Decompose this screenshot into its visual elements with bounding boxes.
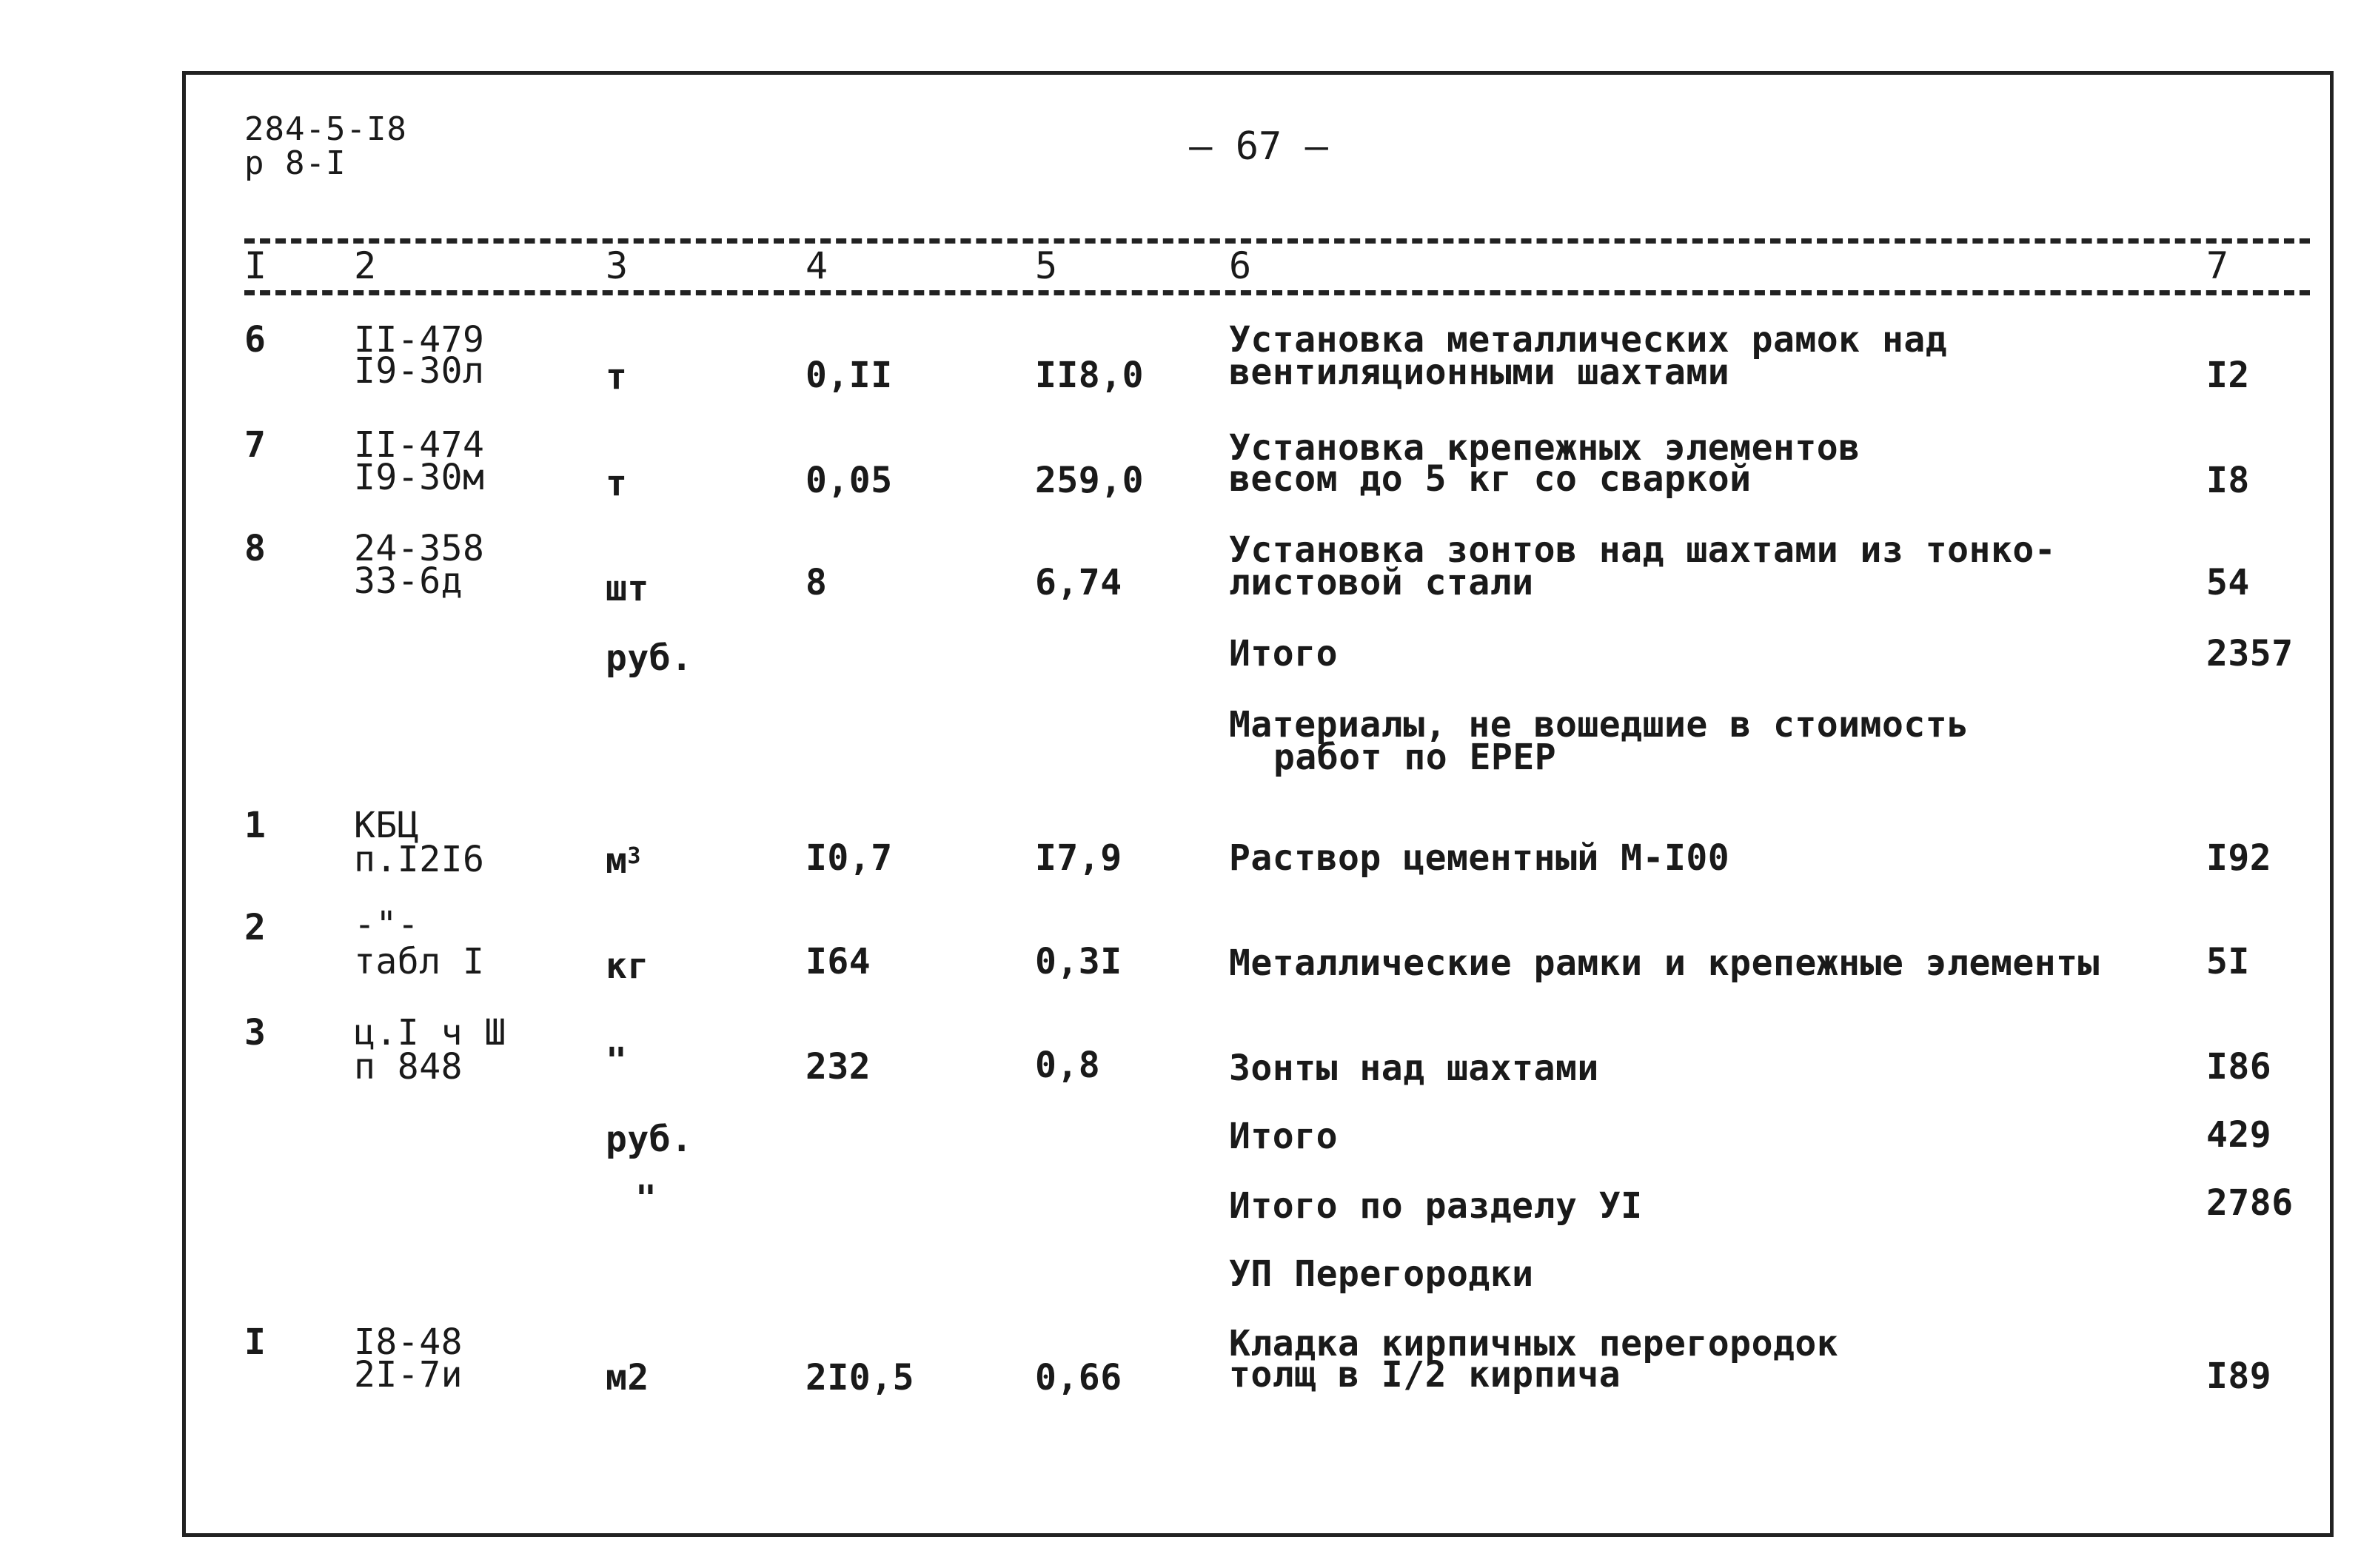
quantity: 232: [805, 1046, 871, 1088]
column-header-3: 3: [606, 244, 629, 287]
unit-price: II8,0: [1035, 355, 1144, 396]
cost: 54: [2206, 562, 2250, 603]
row-index: 2: [244, 907, 267, 948]
cost: 2786: [2206, 1182, 2294, 1224]
norm-reference-line2: I9-30л: [354, 350, 485, 392]
column-header-7: 7: [2206, 244, 2229, 287]
document-code-line1: 284-5-I8: [244, 110, 407, 148]
cost: I86: [2206, 1046, 2272, 1088]
column-header-4: 4: [805, 244, 828, 287]
unit: ": [606, 1040, 628, 1082]
row-index: 8: [244, 528, 267, 569]
unit-price: 6,74: [1035, 562, 1122, 603]
unit-price: I7,9: [1035, 837, 1122, 879]
row-index: 7: [244, 424, 267, 466]
unit: руб.: [606, 1119, 693, 1160]
description-line1: Установка крепежных элементов: [1229, 427, 1860, 469]
unit: шт: [606, 568, 649, 609]
cost: I2: [2206, 355, 2250, 396]
unit: кг: [606, 945, 649, 987]
description-line1: Установка металлических рамок над: [1229, 319, 1948, 361]
norm-reference-line1: ц.I ч Ш: [354, 1012, 506, 1053]
quantity: 0,II: [805, 355, 893, 396]
column-header-2: 2: [354, 244, 377, 287]
description-line2: работ по ЕРЕР: [1273, 737, 1557, 778]
norm-reference-line1: II-474: [354, 424, 485, 466]
description-line2: толщ в I/2 кирпича: [1229, 1354, 1621, 1396]
page-number: — 67 —: [1189, 124, 1328, 169]
row-index: 1: [244, 805, 267, 846]
column-header-5: 5: [1035, 244, 1058, 287]
quantity: I0,7: [805, 837, 893, 879]
document-code: [244, 110, 407, 182]
description-line1: Кладка кирпичных перегородок: [1229, 1323, 1839, 1364]
description-line2: листовой стали: [1229, 562, 1534, 603]
description-line2: весом до 5 кг со сваркой: [1229, 458, 1752, 500]
description-line1: Материалы, не вошедшие в стоимость: [1229, 704, 1969, 746]
table-header-bottom-rule: [244, 290, 2310, 295]
description-line2: вентиляционными шахтами: [1229, 352, 1730, 393]
document-code-line2: р 8-I: [244, 144, 346, 182]
norm-reference-line2: п 848: [354, 1046, 463, 1088]
cost: I8: [2206, 460, 2250, 501]
description-line1: Зонты над шахтами: [1229, 1048, 1599, 1089]
norm-reference-line2: 33-6д: [354, 560, 463, 602]
norm-reference-line1: I8-48: [354, 1321, 463, 1363]
quantity: 0,05: [805, 460, 893, 501]
unit-price: 259,0: [1035, 460, 1144, 501]
description-line1: Раствор цементный М-I00: [1229, 837, 1730, 879]
norm-reference-line2: 2I-7и: [354, 1354, 463, 1396]
unit: м2: [606, 1357, 649, 1398]
quantity: 8: [805, 562, 828, 603]
unit-price: 0,66: [1035, 1357, 1122, 1398]
norm-reference-line2: I9-30м: [354, 457, 485, 498]
cost: 2357: [2206, 633, 2294, 674]
unit: ": [635, 1178, 657, 1219]
row-index: I: [244, 1321, 267, 1363]
quantity: I64: [805, 941, 871, 982]
norm-reference-line2: табл I: [354, 941, 485, 982]
norm-reference-line2: п.I2I6: [354, 839, 485, 880]
unit-superscript: 3: [627, 843, 641, 869]
cost: 429: [2206, 1114, 2272, 1156]
table-header-top-rule: [244, 238, 2310, 244]
unit: [606, 840, 641, 882]
unit: руб.: [606, 637, 693, 679]
description-line1: Установка зонтов над шахтами из тонко-: [1229, 529, 2057, 571]
unit: т: [606, 356, 628, 398]
norm-reference-line1: КБЦ: [354, 805, 420, 846]
unit-price: 0,8: [1035, 1045, 1101, 1086]
cost: I89: [2206, 1356, 2272, 1397]
description-line1: Итого: [1229, 633, 1338, 674]
row-index: 3: [244, 1012, 267, 1053]
column-header-6: 6: [1229, 244, 1252, 287]
quantity: 2I0,5: [805, 1357, 914, 1398]
cost: I92: [2206, 837, 2272, 879]
norm-reference-line1: 24-358: [354, 528, 485, 569]
unit-price: 0,3I: [1035, 941, 1122, 982]
cost: 5I: [2206, 941, 2250, 982]
row-index: 6: [244, 319, 267, 361]
norm-reference-line1: II-479: [354, 319, 485, 361]
description-line1: Итого: [1229, 1116, 1338, 1157]
section-heading: УП Перегородки: [1229, 1253, 1534, 1295]
unit: т: [606, 463, 628, 504]
description-line1: Металлические рамки и крепежные элементы: [1229, 942, 2100, 984]
unit-base: м: [606, 840, 628, 882]
norm-reference-line1: -"-: [354, 904, 420, 945]
description-line1: Итого по разделу УI: [1229, 1185, 1643, 1227]
column-header-1: I: [244, 244, 267, 287]
